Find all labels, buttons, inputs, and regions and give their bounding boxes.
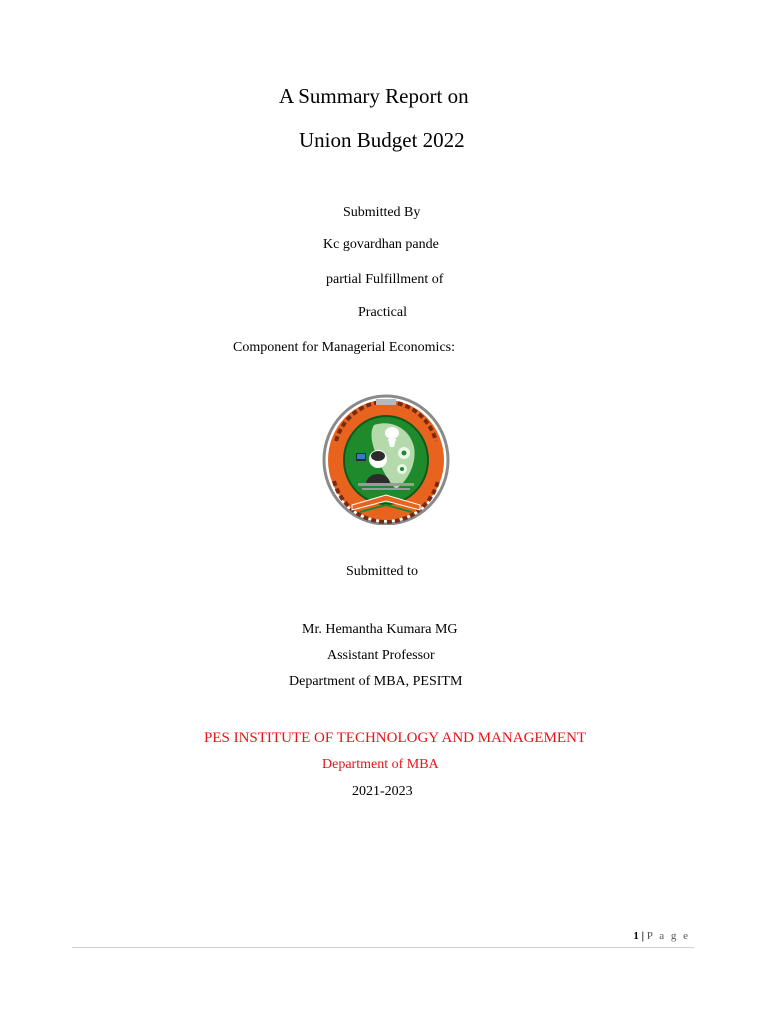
academic-years: 2021-2023: [352, 784, 413, 799]
footer-separator: |: [641, 930, 645, 942]
report-title-line-1: A Summary Report on: [279, 84, 469, 108]
page-number: 1: [633, 930, 639, 942]
author-name: Kc govardhan pande: [323, 237, 439, 252]
university-seal-icon: [322, 393, 450, 525]
report-title-line-2: Union Budget 2022: [299, 128, 465, 152]
professor-designation: Assistant Professor: [327, 648, 435, 663]
submitted-by-label: Submitted By: [343, 205, 421, 220]
page-word: P a g e: [646, 930, 690, 942]
fulfillment-text: partial Fulfillment of: [326, 272, 444, 287]
page-footer: [633, 931, 690, 942]
institute-department: Department of MBA: [322, 757, 439, 772]
component-text: Component for Managerial Economics:: [233, 340, 455, 355]
professor-name: Mr. Hemantha Kumara MG: [302, 622, 458, 637]
professor-department: Department of MBA, PESITM: [289, 674, 463, 689]
submitted-to-label: Submitted to: [346, 564, 418, 579]
practical-text: Practical: [358, 305, 407, 320]
footer-divider: [72, 947, 694, 948]
institute-name: PES INSTITUTE OF TECHNOLOGY AND MANAGEMENT: [204, 730, 587, 746]
